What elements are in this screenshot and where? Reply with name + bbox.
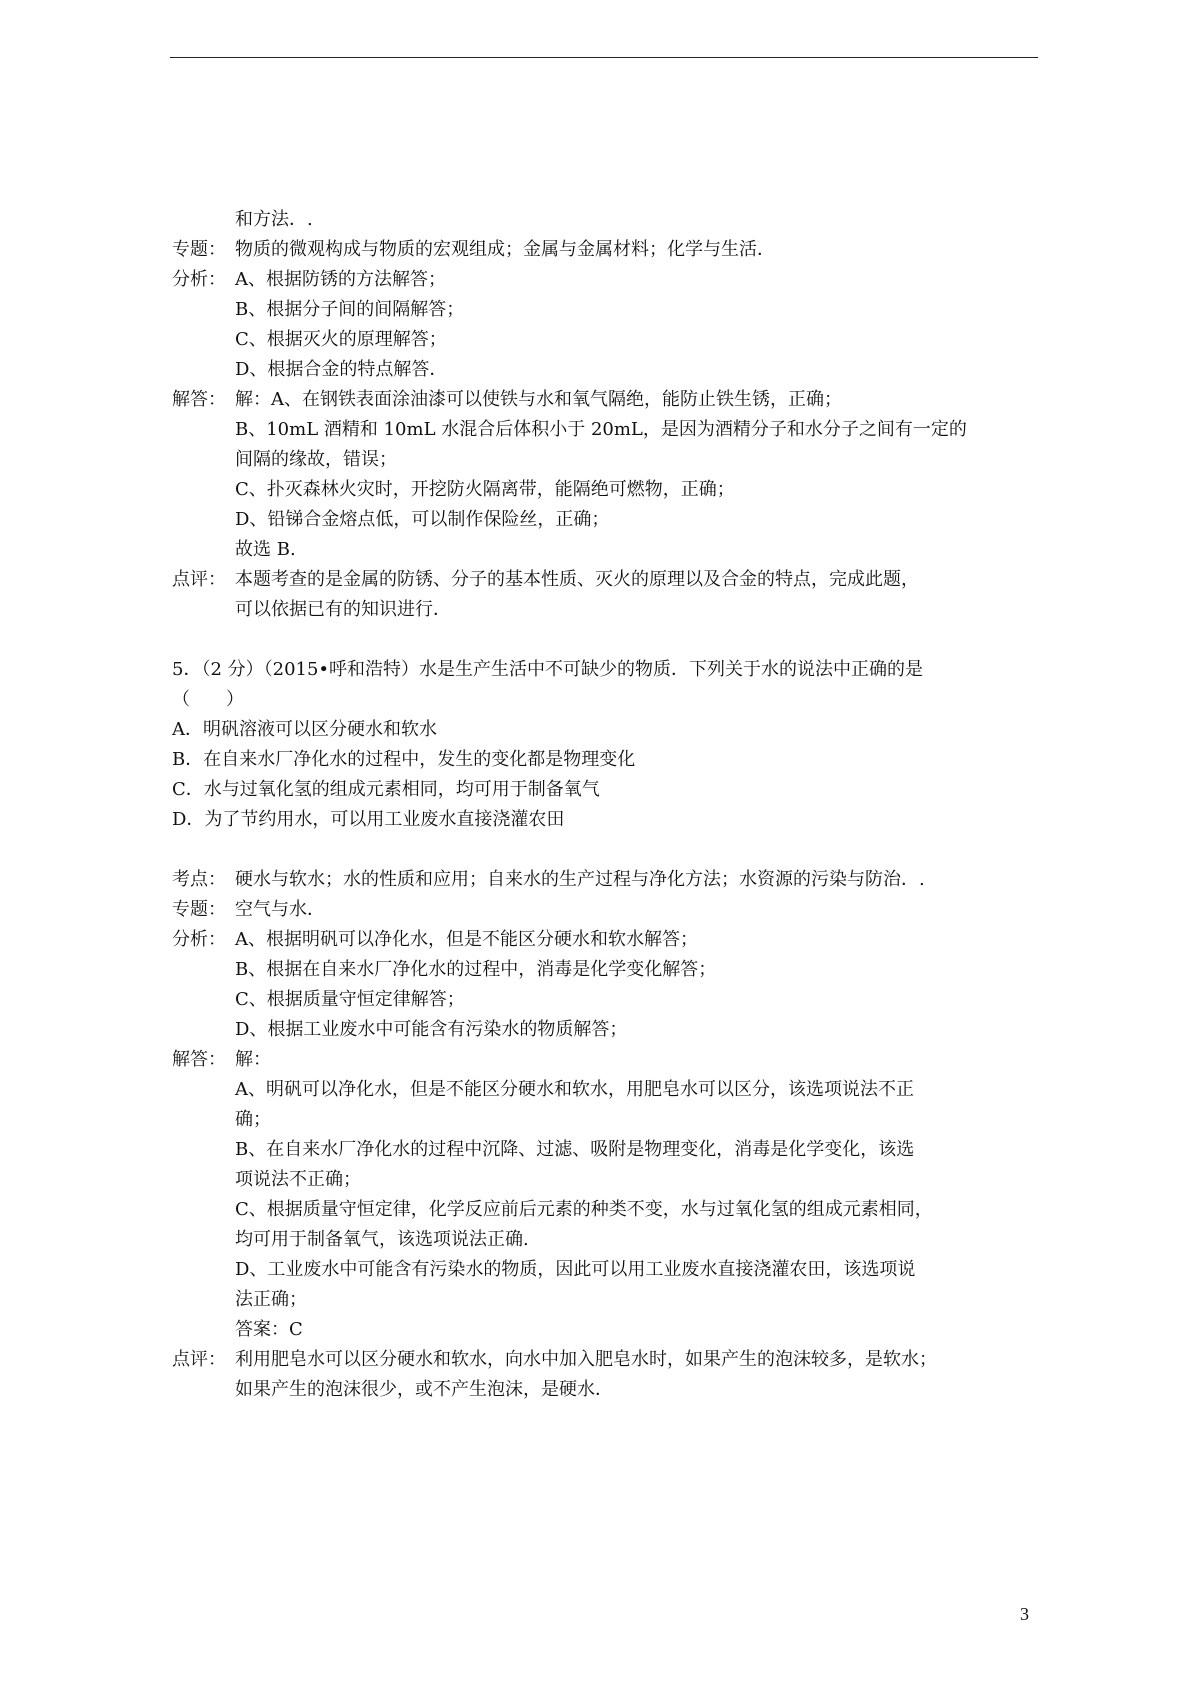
jieda-line: A、明矾可以净化水，但是不能区分硬水和软水，用肥皂水可以区分，该选项说法不正 xyxy=(235,1079,914,1100)
jieda-text: 解：A、在钢铁表面涂油漆可以使铁与水和氧气隔绝，能防止铁生锈，正确； xyxy=(235,389,842,410)
kaodian-line xyxy=(172,865,1042,895)
jieda-line: B、在自来水厂净化水的过程中沉降、过滤、吸附是物理变化，消毒是化学变化，该选 xyxy=(235,1139,915,1160)
fenxi-label: 分析： xyxy=(172,269,226,290)
jieda-line: C、扑灭森林火灾时，开挖防火隔离带，能隔绝可燃物，正确； xyxy=(235,479,735,500)
dianping-line: 如果产生的泡沫很少，或不产生泡沫，是硬水． xyxy=(235,1379,613,1400)
fenxi-line: D、根据工业废水中可能含有污染水的物质解答； xyxy=(235,1019,628,1040)
jieda-line: 间隔的缘故，错误； xyxy=(235,449,397,470)
spacer xyxy=(172,625,1042,655)
zhuanti-text: 空气与水． xyxy=(235,899,325,920)
jieda-line xyxy=(172,385,1042,415)
jieda-line: C、根据质量守恒定律，化学反应前后元素的种类不变，水与过氧化氢的组成元素相同， xyxy=(235,1199,933,1220)
jieda-line: 答案：C xyxy=(235,1319,303,1340)
fenxi-label: 分析： xyxy=(172,929,226,950)
jieda-line: 法正确； xyxy=(235,1289,307,1310)
fenxi-line xyxy=(172,925,1042,955)
fenxi-line: C、根据灭火的原理解答； xyxy=(235,329,447,350)
header-rule xyxy=(170,57,1038,58)
dianping-label: 点评： xyxy=(172,569,226,590)
dianping-line xyxy=(172,1345,1042,1375)
dianping-line: 可以依据已有的知识进行． xyxy=(235,599,451,620)
dianping-line xyxy=(172,565,1042,595)
jieda-line: B、10mL 酒精和 10mL 水混合后体积小于 20mL，是因为酒精分子和水分子之间有一定的 xyxy=(235,419,967,440)
jieda-line: D、铅锑合金熔点低，可以制作保险丝，正确； xyxy=(235,509,610,530)
jieda-label: 解答： xyxy=(172,1049,226,1070)
fenxi-line: B、根据在自来水厂净化水的过程中，消毒是化学变化解答； xyxy=(235,959,717,980)
jieda-line: 故选 B. xyxy=(235,539,296,560)
kaodian-text: 硬水与软水；水的性质和应用；自来水的生产过程与净化方法；水资源的污染与防治．. xyxy=(235,869,925,890)
fenxi-text: A、根据明矾可以净化水，但是不能区分硬水和软水解答； xyxy=(235,929,698,950)
zhuanti-label: 专题： xyxy=(172,239,226,260)
jieda-line: 均可用于制备氧气，该选项说法正确. xyxy=(235,1229,529,1250)
option-a: A．明矾溶液可以区分硬水和软水 xyxy=(172,719,437,740)
fenxi-text: A、根据防锈的方法解答； xyxy=(235,269,446,290)
zhuanti-line xyxy=(172,235,1042,265)
fenxi-line xyxy=(172,265,1042,295)
option-b: B．在自来水厂净化水的过程中，发生的变化都是物理变化 xyxy=(172,749,636,770)
zhuanti-line xyxy=(172,895,1042,925)
fenxi-line: B、根据分子间的间隔解答； xyxy=(235,299,465,320)
zhuanti-label: 专题： xyxy=(172,899,226,920)
question-stem: 5．（2 分）（2015•呼和浩特）水是生产生活中不可缺少的物质．下列关于水的说法中正确的是 xyxy=(172,659,924,680)
jieda-line xyxy=(172,1045,1042,1075)
dianping-text: 本题考查的是金属的防锈、分子的基本性质、灭火的原理以及合金的特点，完成此题， xyxy=(235,569,919,590)
jieda-line: 项说法不正确； xyxy=(235,1169,361,1190)
jieda-text: 解： xyxy=(235,1049,271,1070)
option-d: D．为了节约用水，可以用工业废水直接浇灌农田 xyxy=(172,809,565,830)
dianping-text: 利用肥皂水可以区分硬水和软水，向水中加入肥皂水时，如果产生的泡沫较多，是软水； xyxy=(235,1349,937,1370)
answer-paren: （ ） xyxy=(172,689,244,710)
spacer xyxy=(172,835,1042,865)
page-number: 3 xyxy=(1020,1604,1029,1624)
dianping-label: 点评： xyxy=(172,1349,226,1370)
jieda-label: 解答： xyxy=(172,389,226,410)
document-body xyxy=(172,205,1042,1405)
jieda-line: D、工业废水中可能含有污染水的物质，因此可以用工业废水直接浇灌农田，该选项说 xyxy=(235,1259,916,1280)
option-c: C．水与过氧化氢的组成元素相同，均可用于制备氧气 xyxy=(172,779,600,800)
kaodian-label: 考点： xyxy=(172,869,226,890)
fenxi-line: C、根据质量守恒定律解答； xyxy=(235,989,465,1010)
fenxi-line: D、根据合金的特点解答． xyxy=(235,359,448,380)
kaodian-tail: 和方法．. xyxy=(235,209,313,230)
zhuanti-text: 物质的微观构成与物质的宏观组成；金属与金属材料；化学与生活． xyxy=(235,239,775,260)
jieda-line: 确； xyxy=(235,1109,271,1130)
